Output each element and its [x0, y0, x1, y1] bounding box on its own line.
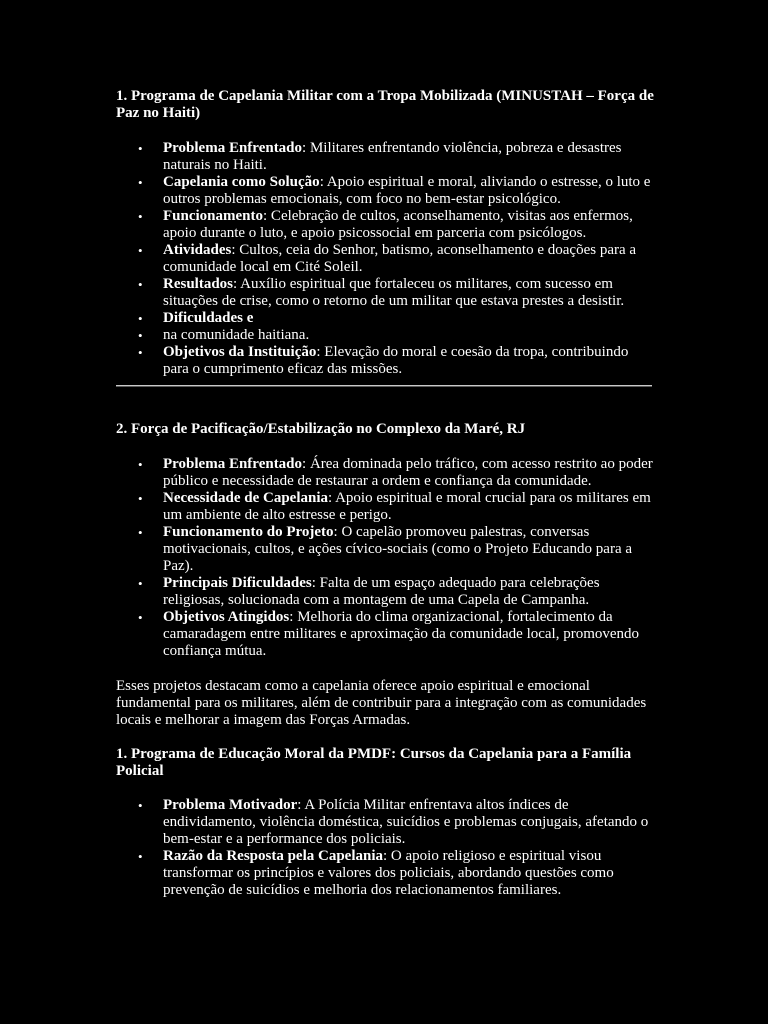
item-text: : Cultos, ceia do Senhor, batismo, aconselhamento e doações para a comunidade local em Cité Soleil.: [163, 242, 637, 275]
list-item: [163, 575, 656, 609]
item-text: : Área dominada pelo tráfico, com acesso restrito ao poder público e necessidade de restaurar a ordem e confiança da comunidade.: [163, 456, 653, 489]
list-item: [163, 456, 656, 490]
item-text: : O apoio religioso e espiritual visou transformar os princípios e valores dos policiais, abordando questões como prevenção de suicídios e melhoria dos relacionamentos familiares.: [163, 848, 614, 898]
list-item: [163, 208, 656, 242]
item-label: Objetivos Atingidos: [163, 609, 290, 625]
item-text: na comunidade haitiana.: [163, 327, 310, 343]
item-label: Problema Motivador: [163, 797, 298, 813]
list-item: [163, 524, 656, 575]
list-item: [163, 848, 656, 899]
item-label: Atividades: [163, 242, 232, 258]
list-item: [163, 310, 656, 327]
item-label: Funcionamento do Projeto: [163, 524, 334, 540]
item-label: Problema Enfrentado: [163, 456, 303, 472]
item-label: Necessidade de Capelania: [163, 490, 328, 506]
list-item: [163, 140, 656, 174]
list-item: [163, 276, 656, 310]
section-2-title: 2. Força de Pacificação/Estabilização no Complexo da Maré, RJ: [116, 421, 526, 437]
item-label: Capelania como Solução: [163, 174, 320, 190]
item-text: : Auxílio espiritual que fortaleceu os militares, com sucesso em situações de crise, como o retorno de um militar que estava prestes a desistir.: [163, 276, 625, 309]
divider: [116, 385, 652, 387]
list-item: [163, 490, 656, 524]
item-label: Objetivos da Instituição: [163, 344, 317, 360]
item-label: Funcionamento: [163, 208, 264, 224]
section-2-list: [116, 456, 656, 660]
item-label: Problema Enfrentado: [163, 140, 303, 156]
summary-paragraph: Esses projetos destacam como a capelania oferece apoio espiritual e emocional fundamental para os militares, além de contribuir para a integração com as comunidades locais e melhorar a imagem das Forças Armadas.: [116, 678, 647, 728]
list-item: [163, 797, 656, 848]
list-item: [163, 174, 656, 208]
section-3-list: [116, 797, 656, 899]
item-text: : Apoio espiritual e moral, aliviando o estresse, o luto e outros problemas emocionais, com foco no bem-estar psicológico.: [163, 174, 651, 207]
item-text: : Militares enfrentando violência, pobreza e desastres naturais no Haiti.: [163, 140, 622, 173]
document-content: [116, 88, 656, 899]
item-text: : O capelão promoveu palestras, conversas motivacionais, cultos, e ações cívico-sociais (como o Projeto Educando para a Paz).: [163, 524, 633, 574]
item-text: : Celebração de cultos, aconselhamento, visitas aos enfermos, apoio durante o luto, e apoio psicossocial em parceria com psicólogos.: [163, 208, 633, 241]
list-item: [163, 327, 656, 344]
horizontal-rule: [116, 385, 656, 387]
section-1-title: 1. Programa de Capelania Militar com a Tropa Mobilizada (MINUSTAH – Força de Paz no Haiti): [116, 88, 654, 121]
list-item: [163, 344, 656, 378]
item-label: Principais Dificuldades: [163, 575, 312, 591]
list-item: [163, 242, 656, 276]
item-text: : Apoio espiritual e moral crucial para os militares em um ambiente de alto estresse e perigo.: [163, 490, 651, 523]
item-label: Dificuldades e: [163, 310, 254, 326]
item-label: Resultados: [163, 276, 234, 292]
item-text: : A Polícia Militar enfrentava altos índices de endividamento, violência doméstica, suicídios e problemas conjugais, afetando o bem-estar e a performance dos policiais.: [163, 797, 649, 847]
item-text: : Melhoria do clima organizacional, fortalecimento da camaradagem entre militares e aproximação da comunidade local, promovendo confiança mútua.: [163, 609, 640, 659]
item-text: : Elevação do moral e coesão da tropa, contribuindo para o cumprimento eficaz das missões.: [163, 344, 629, 377]
item-label: Razão da Resposta pela Capelania: [163, 848, 384, 864]
section-1-list: [116, 140, 656, 378]
item-text: : Falta de um espaço adequado para celebrações religiosas, solucionada com a montagem de uma Capela de Campanha.: [163, 575, 600, 608]
list-item: [163, 609, 656, 660]
section-3-title: 1. Programa de Educação Moral da PMDF: Cursos da Capelania para a Família Policial: [116, 746, 632, 779]
